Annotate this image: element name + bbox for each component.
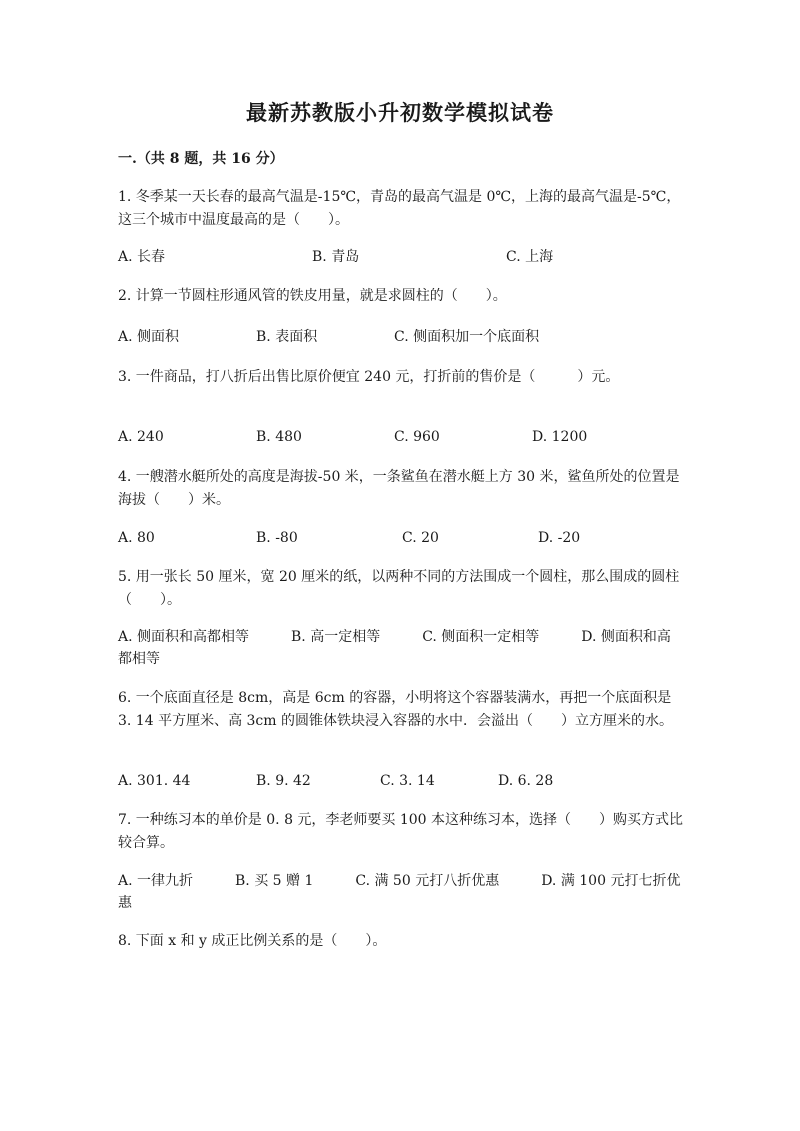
option-b[interactable]: B. 480 [256, 429, 302, 445]
question-2: 2. 计算一节圆柱形通风管的铁皮用量，就是求圆柱的（ ）。 [118, 288, 507, 304]
question-5-options[interactable]: A. 侧面积和高都相等 B. 高一定相等 C. 侧面积一定相等 D. 侧面积和高都相等 [118, 629, 671, 667]
option-a[interactable]: A. 301. 44 [118, 773, 191, 789]
option-b[interactable]: B. 表面积 [256, 329, 318, 345]
option-a[interactable]: A. 侧面积 [118, 329, 180, 345]
option-c[interactable]: C. 20 [402, 530, 439, 546]
page-title: 最新苏教版小升初数学模拟试卷 [246, 100, 554, 125]
section-heading: 一.（共 8 题，共 16 分） [118, 151, 284, 167]
option-a[interactable]: A. 80 [118, 530, 155, 546]
question-4: 4. 一艘潜水艇所处的高度是海拔-50 米，一条鲨鱼在潜水艇上方 30 米，鲨鱼所处的位置是海拔（ ）米。 [118, 469, 680, 508]
question-7: 7. 一种练习本的单价是 0. 8 元，李老师要买 100 本这种练习本，选择（ ）购买方式比较合算。 [118, 812, 684, 851]
question-8: 8. 下面 x 和 y 成正比例关系的是（ ）。 [118, 933, 387, 949]
option-d[interactable]: D. 6. 28 [498, 773, 554, 789]
option-b[interactable]: B. -80 [256, 530, 298, 546]
option-a[interactable]: A. 长春 [118, 249, 166, 265]
option-c[interactable]: C. 侧面积加一个底面积 [394, 329, 540, 345]
option-b[interactable]: B. 9. 42 [256, 773, 311, 789]
option-c[interactable]: C. 960 [394, 429, 440, 445]
option-c[interactable]: C. 上海 [506, 249, 554, 265]
question-6: 6. 一个底面直径是 8cm，高是 6cm 的容器，小明将这个容器装满水，再把一个底面积是 3. 14 平方厘米、高 3cm 的圆锥体铁块浸入容器的水中．会溢出（ ）立方厘米的水。 [118, 690, 673, 729]
option-c[interactable]: C. 3. 14 [380, 773, 435, 789]
option-d[interactable]: D. 1200 [532, 429, 588, 445]
option-d[interactable]: D. -20 [538, 530, 581, 546]
question-1: 1. 冬季某一天长春的最高气温是-15℃，青岛的最高气温是 0℃，上海的最高气温是-5℃，这三个城市中温度最高的是（ ）。 [118, 189, 681, 228]
option-b[interactable]: B. 青岛 [312, 249, 360, 265]
question-7-options[interactable]: A. 一律九折 B. 买 5 赠 1 C. 满 50 元打八折优惠 D. 满 100 元打七折优惠 [118, 873, 681, 911]
question-5: 5. 用一张长 50 厘米，宽 20 厘米的纸，以两种不同的方法围成一个圆柱，那么围成的圆柱（ ）。 [118, 569, 680, 608]
option-a[interactable]: A. 240 [118, 429, 164, 445]
question-3: 3. 一件商品，打八折后出售比原价便宜 240 元，打折前的售价是（ ）元。 [118, 369, 620, 385]
